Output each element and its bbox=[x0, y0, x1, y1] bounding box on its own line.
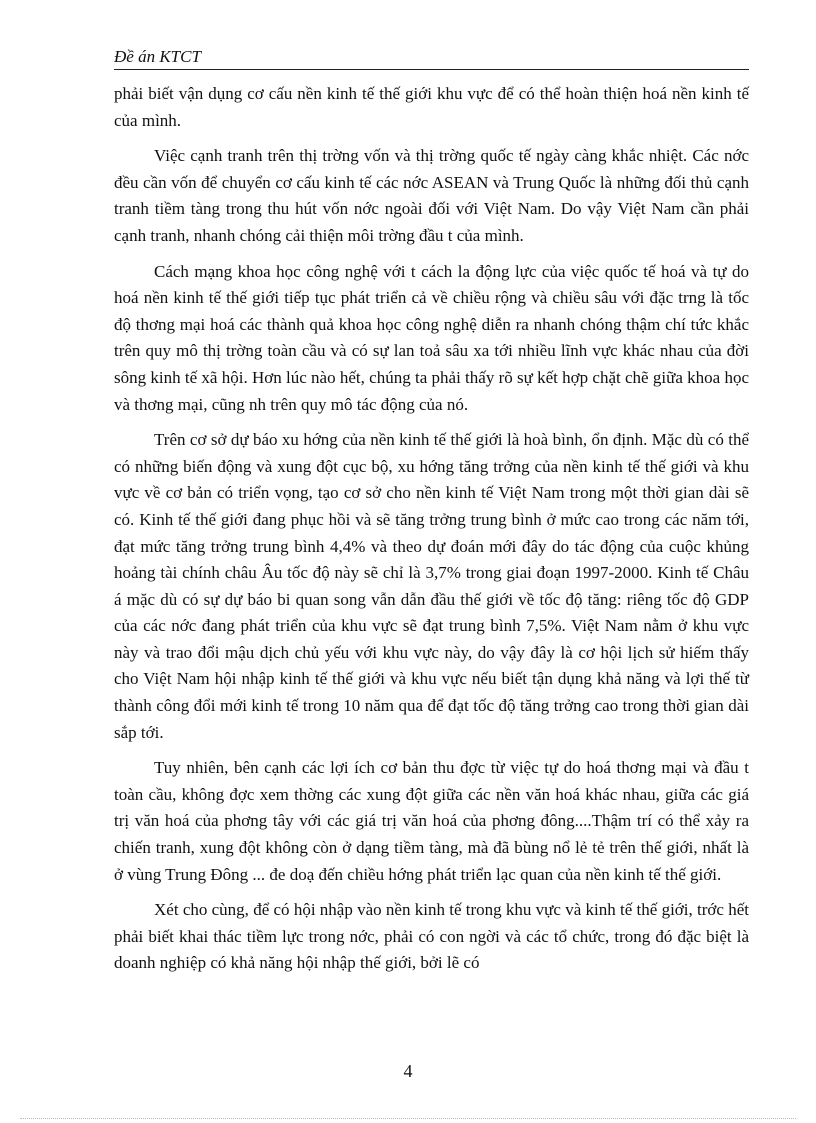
paragraph-competition: Việc cạnh tranh trên thị trờng vốn và thị trờng quốc tế ngày càng khắc nhiệt. Các nớc đều cần vốn để chuyển cơ cấu kinh tế các nớc ASEAN và Trung Quốc là những đối thủ cạnh tranh tiềm tàng trong thu hút vốn nớc ngoài đối với Việt Nam. Do vậy Việt Nam cần phải cạnh tranh, nhanh chóng cải thiện môi trờng đầu t của mình. bbox=[114, 146, 749, 245]
page-number: 4 bbox=[403, 1061, 413, 1081]
paragraph-integration: Xét cho cùng, để có hội nhập vào nền kinh tế trong khu vực và kinh tế thế giới, trớc hết phải biết khai thác tiềm lực trong nớc, phải có con ngời và các tổ chức, trong đó đặc biệt là doanh nghiệp có khả năng hội nhập thế giới, bởi lẽ có bbox=[114, 900, 749, 973]
document-header: Đề án KTCT bbox=[114, 47, 749, 70]
paragraph-cultural-conflict: Tuy nhiên, bên cạnh các lợi ích cơ bản thu đợc từ việc tự do hoá thơng mại và đầu t toàn cầu, không đợc xem thờng các xung đột giữa các nền văn hoá khác nhau, giữa các giá trị văn hoá của phơng tây với các giá trị văn hoá của phơng đông....Thậm trí có thể xảy ra chiến tranh, xung đột không còn ở dạng tiềm tàng, mà đã bùng nổ lẻ tẻ trên thế giới, nhất là ở vùng Trung Đông ... đe doạ đến chiều hớng phát triển lạc quan của nền kinh tế thế giới. bbox=[114, 758, 749, 884]
page-bottom-divider bbox=[20, 1118, 796, 1119]
paragraph-continuation: phải biết vận dụng cơ cấu nền kinh tế thế giới khu vực để có thể hoàn thiện hoá nền kinh tế của mình. bbox=[114, 84, 749, 130]
document-body bbox=[114, 81, 749, 986]
paragraph-forecast: Trên cơ sở dự báo xu hớng của nền kinh tế thế giới là hoà bình, ổn định. Mặc dù có thể có những biến động và xung đột cục bộ, xu hớng tăng trởng của nền kinh tế thế giới và khu vực về cơ bản có triển vọng, tạo cơ sở cho nền kinh tế Việt Nam trong một thời gian dài sẽ có. Kinh tế thế giới đang phục hồi và sẽ tăng trởng trung bình ở mức cao trong các năm tới, đạt mức tăng trởng trung bình 4,4% và theo dự đoán mới đây do tác động của cuộc khủng hoảng tài chính châu Âu tốc độ này sẽ chỉ là 3,7% trong giai đoạn 1997-2000. Kinh tế Châu á mặc dù có sự dự báo bi quan song vẫn dẫn đầu thế giới về tốc độ tăng: riêng tốc độ GDP của các nớc đang phát triển của khu vực sẽ đạt trung bình 7,5%. Việt Nam nằm ở khu vực này và trao đổi mậu dịch chủ yếu với khu vực này, do vậy đây là cơ hội lịch sử hiếm thấy cho Việt Nam hội nhập kinh tế thế giới và khu vực nếu biết tận dụng khả năng và lợi thế từ thành công đổi mới kinh tế trong 10 năm qua để đạt tốc độ tăng trởng cao trong thời gian dài sắp tới. bbox=[114, 430, 749, 742]
paragraph-technology: Cách mạng khoa học công nghệ với t cách la động lực của việc quốc tế hoá và tự do hoá nền kinh tế thế giới tiếp tục phát triển cả về chiều rộng và chiều sâu với đặc trng là tốc độ thơng mại hoá các thành quả khoa học công nghệ diễn ra nhanh chóng thậm chí tức khắc trên quy mô thị trờng toàn cầu và có sự lan toả sâu xa tới nhiều lĩnh vực khác nhau của đời sông kinh tế xã hội. Hơn lúc nào hết, chúng ta phải thấy rõ sự kết hợp chặt chẽ giữa khoa học và thơng mại, cũng nh trên quy mô tác động của nó. bbox=[114, 261, 749, 414]
